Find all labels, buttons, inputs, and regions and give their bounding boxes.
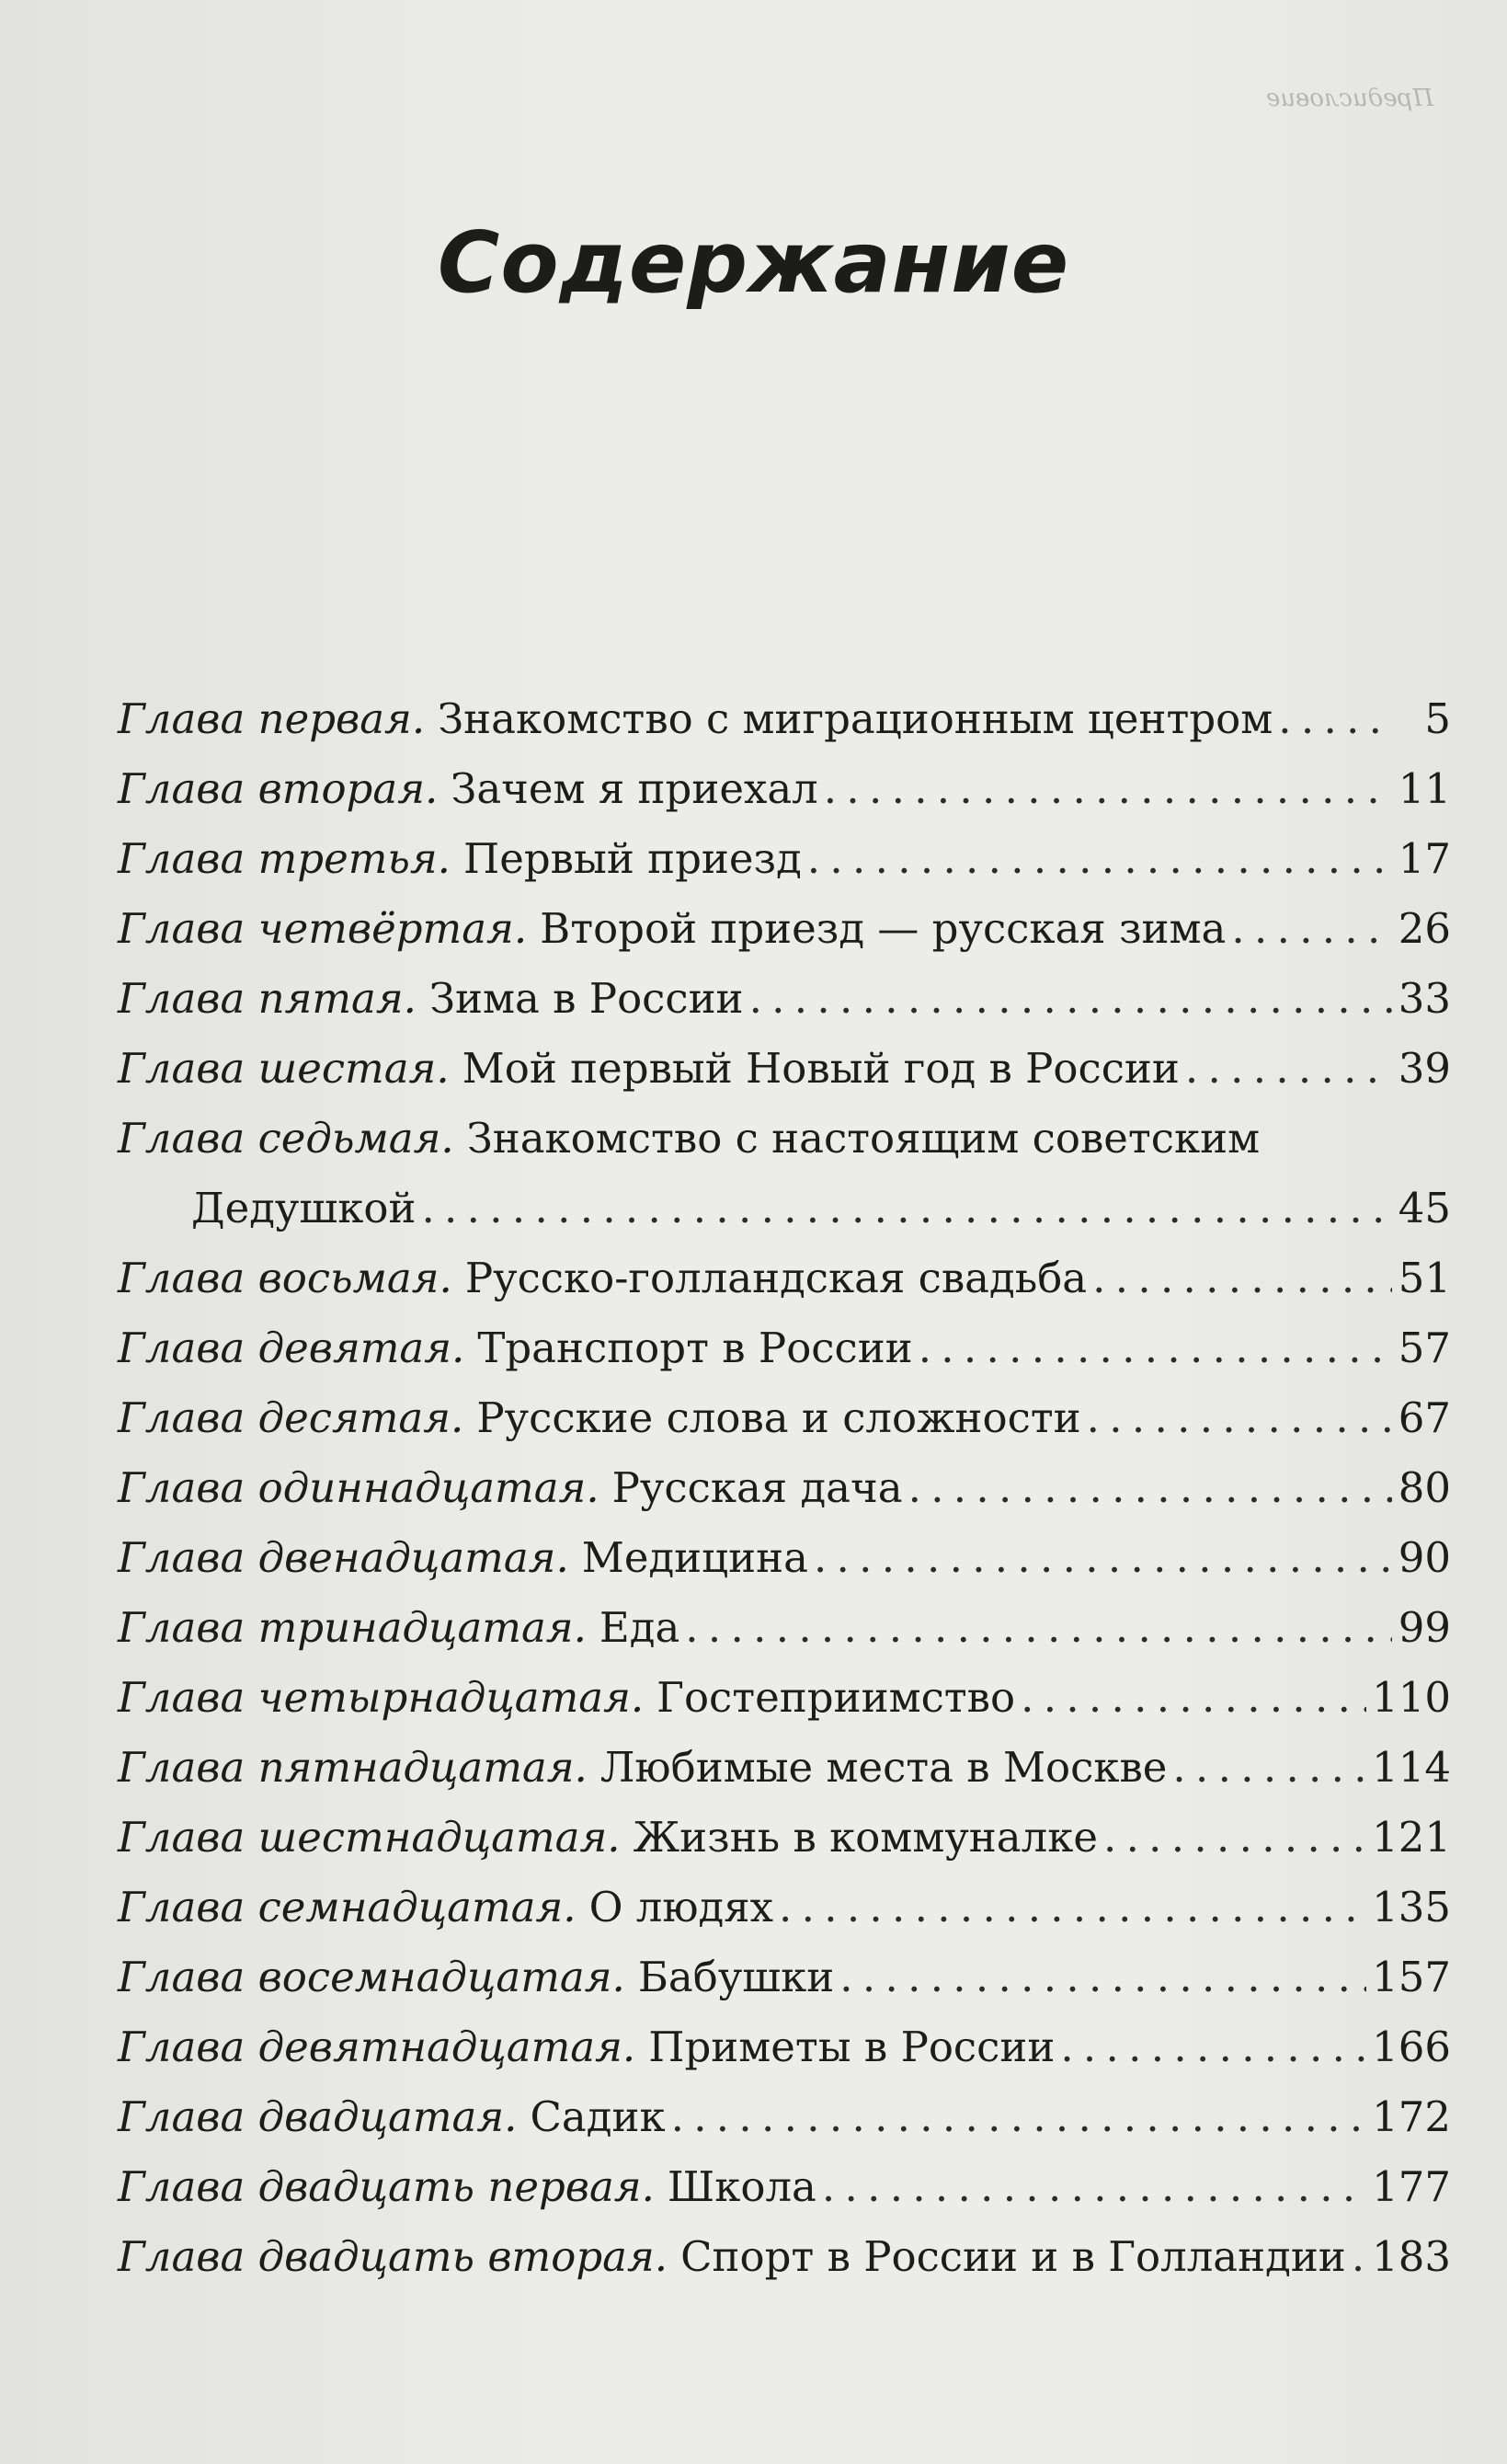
dot-leader <box>1185 1044 1392 1093</box>
chapter-label: Глава четырнадцатая. <box>118 1673 645 1722</box>
toc-entry[interactable] <box>118 834 1451 904</box>
toc-entry[interactable] <box>118 1673 1451 1743</box>
chapter-label: Глава восьмая. <box>118 1254 452 1302</box>
chapter-title: Любимые места в Москве <box>599 1743 1168 1792</box>
toc-entry[interactable] <box>118 2232 1451 2302</box>
table-of-contents <box>118 694 1451 2302</box>
chapter-title: О людях <box>588 1883 773 1931</box>
page-number: 45 <box>1398 1184 1451 1232</box>
chapter-label: Глава третья. <box>118 834 451 883</box>
chapter-title: Медицина <box>581 1533 808 1582</box>
page-number: 172 <box>1372 2092 1451 2141</box>
toc-entry[interactable] <box>118 1463 1451 1533</box>
page-title: Содержание <box>437 213 1070 312</box>
chapter-title: Транспорт в России <box>477 1324 913 1372</box>
chapter-title: Спорт в России и в Голландии <box>680 2232 1346 2281</box>
chapter-title: Еда <box>599 1603 680 1652</box>
toc-entry[interactable] <box>118 764 1451 834</box>
toc-entry[interactable] <box>118 1254 1451 1324</box>
chapter-label: Глава пятая. <box>118 974 417 1023</box>
chapter-label: Глава тринадцатая. <box>118 1603 587 1652</box>
page-number: 67 <box>1398 1393 1451 1442</box>
chapter-title: Знакомство с миграционным центром <box>438 694 1273 743</box>
chapter-label: Глава двенадцатая. <box>118 1533 569 1582</box>
toc-entry[interactable] <box>118 2162 1451 2232</box>
chapter-title: Русские слова и сложности <box>476 1393 1081 1442</box>
page-number: 166 <box>1372 2023 1451 2071</box>
dot-leader <box>1172 1743 1366 1792</box>
dot-leader <box>671 2092 1367 2141</box>
chapter-label: Глава первая. <box>118 694 426 743</box>
dot-leader <box>749 974 1392 1023</box>
chapter-title: Школа <box>667 2162 816 2211</box>
chapter-label: Глава шестая. <box>118 1044 450 1093</box>
chapter-title: Садик <box>530 2092 666 2141</box>
toc-entry[interactable] <box>118 694 1451 764</box>
chapter-label: Глава десятая. <box>118 1393 464 1442</box>
chapter-label: Глава восемнадцатая. <box>118 1953 625 2001</box>
chapter-label: Глава двадцать вторая. <box>118 2232 668 2281</box>
page-number: 57 <box>1398 1324 1451 1372</box>
dot-leader <box>807 834 1392 883</box>
chapter-label: Глава девятнадцатая. <box>118 2023 636 2071</box>
page-number: 157 <box>1372 1953 1451 2001</box>
chapter-title: Зачем я приехал <box>451 764 818 813</box>
toc-entry[interactable] <box>118 904 1451 974</box>
chapter-label: Глава четвёртая. <box>118 904 528 953</box>
dot-leader <box>824 764 1392 813</box>
dot-leader <box>1092 1254 1392 1302</box>
chapter-label: Глава двадцать первая. <box>118 2162 655 2211</box>
toc-entry[interactable] <box>118 1533 1451 1603</box>
chapter-title: Мой первый Новый год в России <box>462 1044 1180 1093</box>
toc-entry[interactable] <box>118 2092 1451 2162</box>
toc-entry[interactable] <box>118 1603 1451 1673</box>
chapter-label: Глава вторая. <box>118 764 439 813</box>
chapter-label: Глава одиннадцатая. <box>118 1463 599 1512</box>
dot-leader <box>1021 1673 1366 1722</box>
page-number: 135 <box>1372 1883 1451 1931</box>
dot-leader <box>839 1953 1366 2001</box>
chapter-title: Жизнь в коммуналке <box>633 1813 1098 1862</box>
dot-leader <box>814 1533 1392 1582</box>
toc-entry[interactable] <box>118 1813 1451 1883</box>
chapter-title: Зима в России <box>428 974 744 1023</box>
page-number: 183 <box>1372 2232 1451 2281</box>
dot-leader <box>1087 1393 1392 1442</box>
dot-leader <box>908 1463 1392 1512</box>
page-number: 33 <box>1398 974 1451 1023</box>
dot-leader <box>1278 694 1392 743</box>
chapter-title: Русская дача <box>611 1463 903 1512</box>
chapter-title-continued: Дедушкой <box>191 1184 417 1232</box>
page-number: 177 <box>1372 2162 1451 2211</box>
chapter-label: Глава пятнадцатая. <box>118 1743 588 1792</box>
toc-entry[interactable] <box>118 974 1451 1044</box>
chapter-title: Знакомство с настоящим советским <box>466 1114 1261 1163</box>
page-number: 5 <box>1424 694 1451 743</box>
page-number: 11 <box>1398 764 1451 813</box>
dot-leader <box>1231 904 1392 953</box>
dot-leader <box>1352 2232 1366 2281</box>
dot-leader <box>919 1324 1392 1372</box>
toc-entry[interactable] <box>118 1324 1451 1393</box>
toc-entry[interactable] <box>118 1114 1451 1254</box>
page-number: 51 <box>1398 1254 1451 1302</box>
page-number: 17 <box>1398 834 1451 883</box>
page-number: 121 <box>1372 1813 1451 1862</box>
chapter-label: Глава шестнадцатая. <box>118 1813 621 1862</box>
page-number: 39 <box>1398 1044 1451 1093</box>
toc-entry[interactable] <box>118 2023 1451 2092</box>
page-number: 80 <box>1398 1463 1451 1512</box>
chapter-title: Бабушки <box>637 1953 835 2001</box>
page-number: 26 <box>1398 904 1451 953</box>
toc-entry[interactable] <box>118 1953 1451 2023</box>
dot-leader <box>1060 2023 1366 2071</box>
toc-entry[interactable] <box>118 1883 1451 1953</box>
chapter-title: Второй приезд — русская зима <box>540 904 1227 953</box>
chapter-label: Глава семнадцатая. <box>118 1883 577 1931</box>
page-number: 99 <box>1398 1603 1451 1652</box>
toc-entry[interactable] <box>118 1743 1451 1813</box>
dot-leader <box>1103 1813 1366 1862</box>
dot-leader <box>685 1603 1392 1652</box>
chapter-title: Приметы в России <box>648 2023 1056 2071</box>
page-number: 110 <box>1372 1673 1451 1722</box>
toc-entry[interactable] <box>118 1044 1451 1114</box>
chapter-title: Первый приезд <box>462 834 802 883</box>
page-number: 114 <box>1372 1743 1451 1792</box>
chapter-label: Глава девятая. <box>118 1324 465 1372</box>
chapter-title: Русско-голландская свадьба <box>464 1254 1088 1302</box>
chapter-label: Глава седьмая. <box>118 1114 454 1163</box>
chapter-label: Глава двадцатая. <box>118 2092 518 2141</box>
running-head: Предисловие <box>1266 85 1433 112</box>
dot-leader <box>822 2162 1366 2211</box>
dot-leader <box>779 1883 1366 1931</box>
dot-leader <box>421 1184 1392 1232</box>
chapter-title: Гостеприимство <box>656 1673 1016 1722</box>
toc-entry[interactable] <box>118 1393 1451 1463</box>
page-number: 90 <box>1398 1533 1451 1582</box>
